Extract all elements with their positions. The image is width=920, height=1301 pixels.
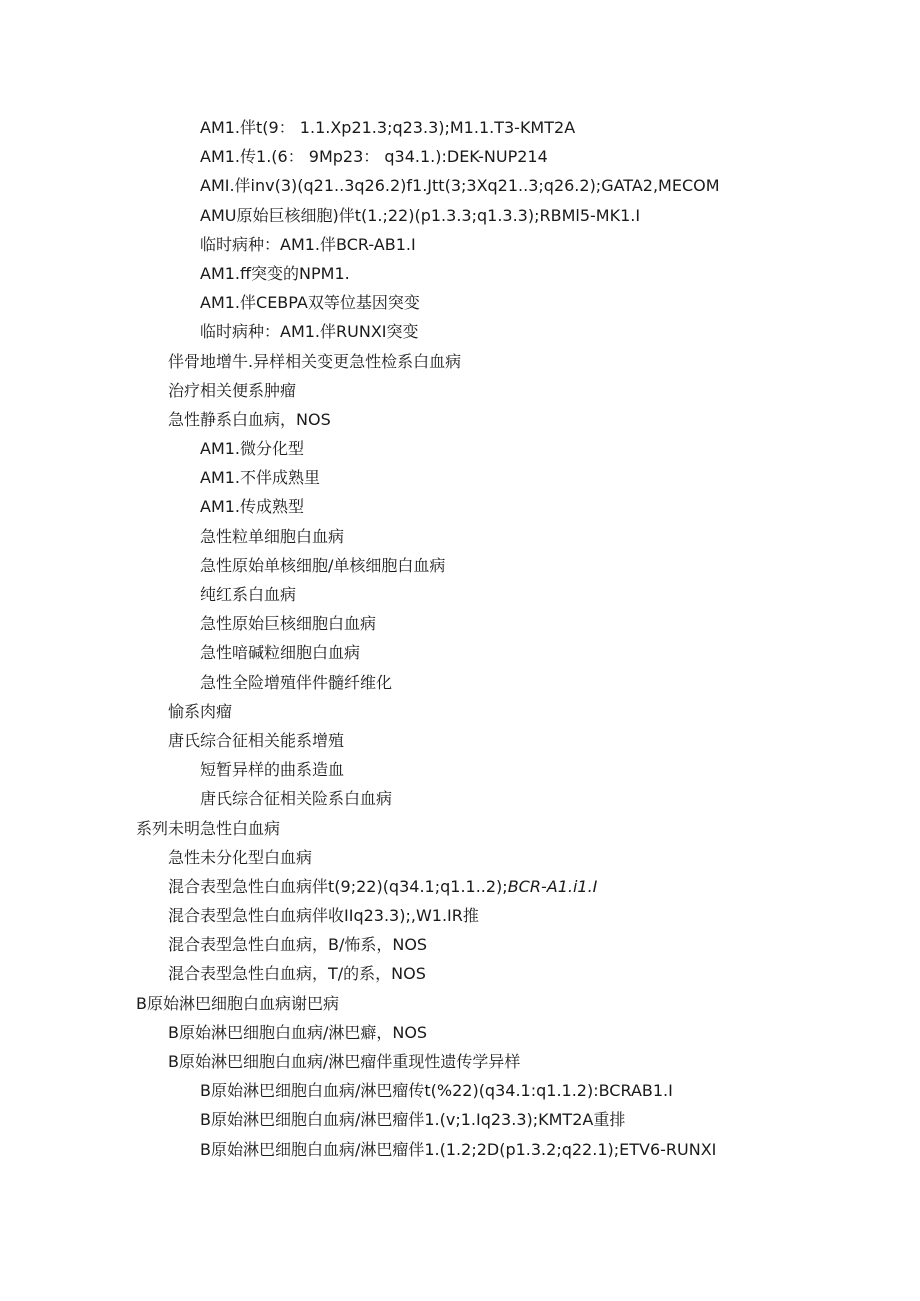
list-item: 短暂异样的曲系造血 [200,760,345,780]
list-item: AM1.传成熟型 [200,497,305,517]
list-item: B原始淋巴细胞白血病/淋巴癖，NOS [168,1022,428,1042]
list-item: 混合表型急性白血病，B/怖系，NOS [168,935,428,955]
list-item: AM1.伴CEBPA双等位基因突变 [200,293,420,313]
list-item: 治疗相关便系肿瘤 [168,380,297,400]
list-item: 急性原始单核细胞/单核细胞白血病 [200,555,446,575]
list-item: B原始淋巴细胞白血病/淋巴瘤传t(%22)(q34.1:q1.1.2):BCRAB1.I [200,1081,673,1101]
list-item: 急性静系白血病，NOS [168,409,331,429]
list-item: 唐氏综合征相关险系白血病 [200,789,393,809]
list-item: 混合表型急性白血病伴收IIq23.3);,W1.IR推 [168,906,479,926]
list-item: B原始淋巴细胞白血病/淋巴瘤伴1.(1.2;2D(p1.3.2;q22.1);ETV6-RUNXI [200,1139,717,1159]
list-item: 急性粒单细胞白血病 [200,526,345,546]
list-item: AM1.ff突变的NPM1. [200,263,350,283]
list-item: B原始淋巴细胞白血病/淋巴瘤伴重现性遗传学异样 [168,1052,521,1071]
list-item: AM1.伴t(9： 1.1.Xp21.3;q23.3);M1.1.T3-KMT2A [200,118,576,137]
italic-gene-name: BCR-A1.i1.I [507,876,598,896]
section-heading: 系列未明急性白血病 [136,818,281,838]
list-item: 急性原始巨核细胞白血病 [200,614,377,634]
list-item: 伴骨地增牛.异样相关变更急性检系白血病 [168,351,462,371]
list-item: 急性喑碱粒细胞白血病 [200,643,361,663]
list-item: 临时病种：AM1.伴BCR-AB1.I [200,234,416,254]
list-item: 唐氏综合征相关能系增殖 [168,730,345,750]
list-item: 愉系肉瘤 [168,701,233,721]
list-item: 混合表型急性白血病，T/的系，NOS [168,964,426,984]
list-item: 混合表型急性白血病伴t(9;22)(q34.1;q1.1..2);BCR-A1.i1.I [168,876,598,896]
list-item: 临时病种：AM1.伴RUNXI突变 [200,322,419,342]
list-item: 纯红系白血病 [200,585,297,604]
list-item: AM1.不伴成熟里 [200,468,321,488]
list-item: B原始淋巴细胞白血病/淋巴瘤伴1.(v;1.Iq23.3);KMT2A重排 [200,1110,626,1130]
list-item: AM1.微分化型 [200,439,305,459]
list-item: AMI.伴inv(3)(q21..3q26.2)f1.Jtt(3;3Xq21..3;q26.2);GATA2,MECOM [200,176,720,196]
list-item: 急性未分化型白血病 [168,847,313,867]
document-page [0,113,920,1164]
list-item: AMU原始巨核细胞)伴t(1.;22)(p1.3.3;q1.3.3);RBMl5-MK1.I [200,205,641,225]
list-item: 急性全险增殖伴件髓纤维化 [200,672,393,692]
section-heading: B原始淋巴细胞白血病谢巴病 [136,993,339,1013]
list-item: AM1.传1.(6： 9Mp23： q34.1.):DEK-NUP214 [200,147,548,167]
